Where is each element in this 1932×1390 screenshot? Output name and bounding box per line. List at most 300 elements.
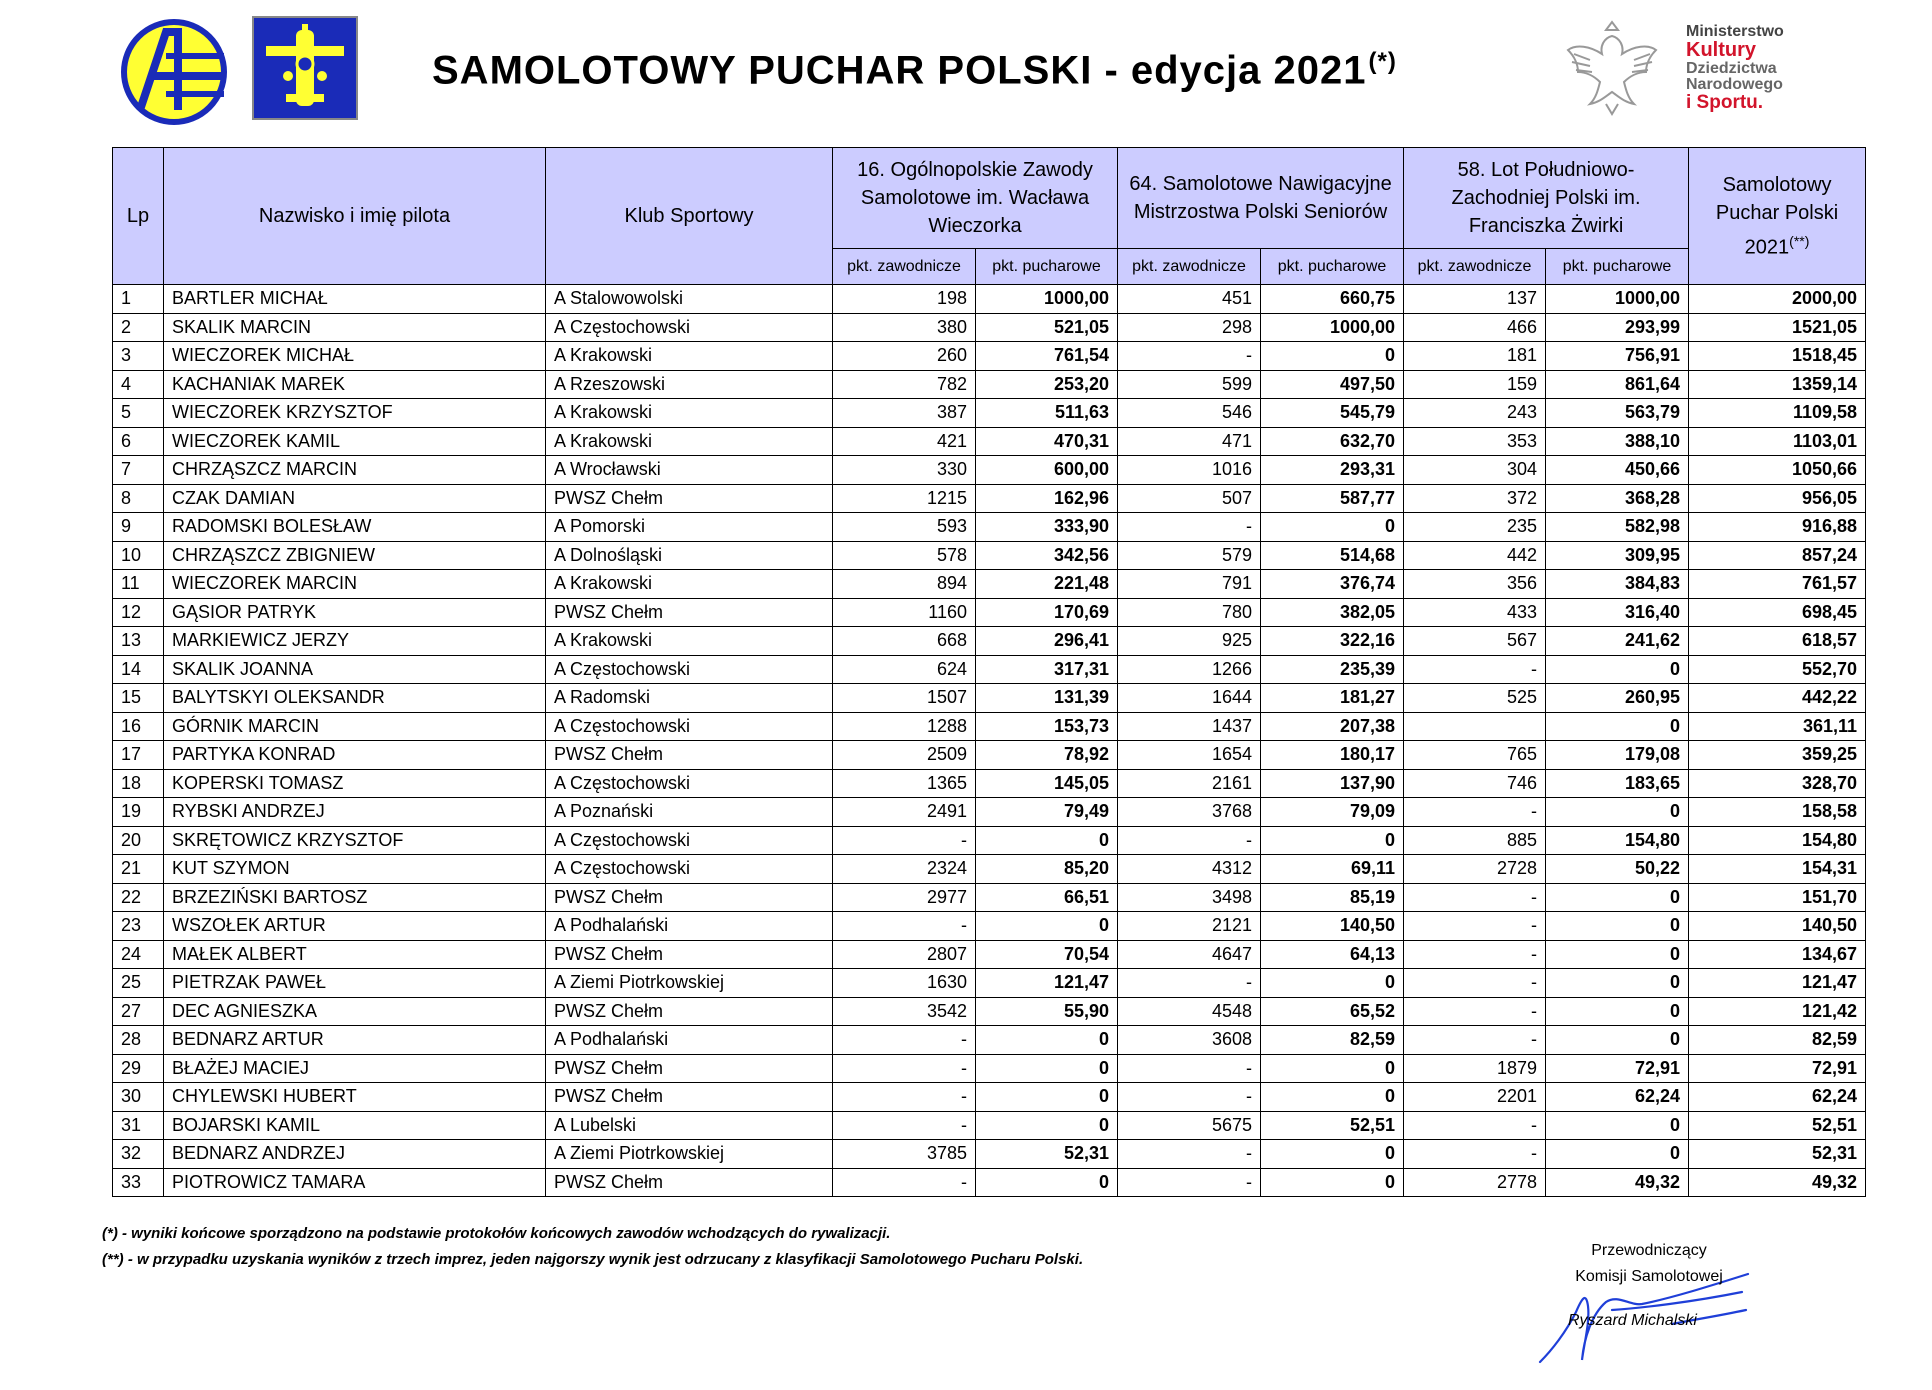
cell-lp: 10 bbox=[113, 541, 164, 570]
cell-e2-competition-points: 3768 bbox=[1118, 798, 1261, 827]
cell-e2-competition-points: 5675 bbox=[1118, 1111, 1261, 1140]
cell-e1-cup-points: 70,54 bbox=[976, 940, 1118, 969]
cell-e2-competition-points: - bbox=[1118, 342, 1261, 371]
cell-lp: 11 bbox=[113, 570, 164, 599]
cell-pilot-name: WIECZOREK MARCIN bbox=[164, 570, 546, 599]
cell-e3-competition-points: 356 bbox=[1404, 570, 1546, 599]
cell-e3-competition-points: 433 bbox=[1404, 598, 1546, 627]
cell-e3-cup-points: 316,40 bbox=[1546, 598, 1689, 627]
cell-e3-cup-points: 0 bbox=[1546, 655, 1689, 684]
cell-e1-cup-points: 78,92 bbox=[976, 741, 1118, 770]
cell-pilot-name: WIECZOREK KRZYSZTOF bbox=[164, 399, 546, 428]
cell-e2-cup-points: 0 bbox=[1261, 1054, 1404, 1083]
cell-club: A Podhalański bbox=[546, 912, 833, 941]
cell-pilot-name: SKALIK MARCIN bbox=[164, 313, 546, 342]
cell-pilot-name: BŁAŻEJ MACIEJ bbox=[164, 1054, 546, 1083]
cell-e2-cup-points: 0 bbox=[1261, 342, 1404, 371]
cell-pilot-name: WSZOŁEK ARTUR bbox=[164, 912, 546, 941]
cell-e3-competition-points: 181 bbox=[1404, 342, 1546, 371]
cell-cup-total: 154,80 bbox=[1689, 826, 1866, 855]
cell-e1-cup-points: 470,31 bbox=[976, 427, 1118, 456]
cell-e2-competition-points: - bbox=[1118, 1140, 1261, 1169]
table-row bbox=[113, 570, 1866, 599]
table-row bbox=[113, 1140, 1866, 1169]
cell-lp: 31 bbox=[113, 1111, 164, 1140]
cell-e2-competition-points: 451 bbox=[1118, 285, 1261, 314]
cell-e1-cup-points: 1000,00 bbox=[976, 285, 1118, 314]
header-e3-cup: pkt. pucharowe bbox=[1546, 249, 1689, 285]
cell-e3-competition-points: 765 bbox=[1404, 741, 1546, 770]
cell-e2-competition-points: - bbox=[1118, 513, 1261, 542]
cell-cup-total: 151,70 bbox=[1689, 883, 1866, 912]
cell-e1-competition-points: - bbox=[833, 826, 976, 855]
cell-cup-total: 52,51 bbox=[1689, 1111, 1866, 1140]
cell-e2-competition-points: 546 bbox=[1118, 399, 1261, 428]
header-e3-competition: pkt. zawodnicze bbox=[1404, 249, 1546, 285]
cell-cup-total: 49,32 bbox=[1689, 1168, 1866, 1197]
cell-e3-cup-points: 0 bbox=[1546, 912, 1689, 941]
cell-e1-cup-points: 342,56 bbox=[976, 541, 1118, 570]
cell-e1-competition-points: 624 bbox=[833, 655, 976, 684]
cell-e3-cup-points: 0 bbox=[1546, 997, 1689, 1026]
cell-e2-competition-points: 791 bbox=[1118, 570, 1261, 599]
cell-e3-competition-points: - bbox=[1404, 997, 1546, 1026]
cell-e3-competition-points: 137 bbox=[1404, 285, 1546, 314]
cell-pilot-name: BARTLER MICHAŁ bbox=[164, 285, 546, 314]
header-event-1: 16. Ogólnopolskie Zawody Samolotowe im. Wacława Wieczorka bbox=[833, 148, 1118, 249]
header-e2-competition: pkt. zawodnicze bbox=[1118, 249, 1261, 285]
cell-e1-competition-points: 2509 bbox=[833, 741, 976, 770]
cell-e3-cup-points: 0 bbox=[1546, 883, 1689, 912]
cell-e2-cup-points: 382,05 bbox=[1261, 598, 1404, 627]
table-row bbox=[113, 997, 1866, 1026]
cell-cup-total: 140,50 bbox=[1689, 912, 1866, 941]
table-row bbox=[113, 1054, 1866, 1083]
cell-e1-cup-points: 55,90 bbox=[976, 997, 1118, 1026]
polish-eagle-emblem bbox=[1560, 16, 1664, 120]
cell-e3-competition-points: 2778 bbox=[1404, 1168, 1546, 1197]
cell-pilot-name: KUT SZYMON bbox=[164, 855, 546, 884]
cell-pilot-name: MAŁEK ALBERT bbox=[164, 940, 546, 969]
cell-e2-competition-points: 1016 bbox=[1118, 456, 1261, 485]
table-row bbox=[113, 399, 1866, 428]
cell-e3-competition-points: 372 bbox=[1404, 484, 1546, 513]
table-row bbox=[113, 826, 1866, 855]
cell-e2-competition-points: 3498 bbox=[1118, 883, 1261, 912]
cell-e3-competition-points: - bbox=[1404, 655, 1546, 684]
cell-e2-competition-points: 1266 bbox=[1118, 655, 1261, 684]
cell-club: A Rzeszowski bbox=[546, 370, 833, 399]
cell-club: PWSZ Chełm bbox=[546, 1168, 833, 1197]
cell-e3-cup-points: 756,91 bbox=[1546, 342, 1689, 371]
cell-e1-cup-points: 66,51 bbox=[976, 883, 1118, 912]
cell-cup-total: 121,47 bbox=[1689, 969, 1866, 998]
cell-e2-cup-points: 587,77 bbox=[1261, 484, 1404, 513]
cell-pilot-name: CHRZĄSZCZ MARCIN bbox=[164, 456, 546, 485]
cell-e2-cup-points: 545,79 bbox=[1261, 399, 1404, 428]
cell-lp: 18 bbox=[113, 769, 164, 798]
cell-pilot-name: SKALIK JOANNA bbox=[164, 655, 546, 684]
cell-e3-competition-points: - bbox=[1404, 912, 1546, 941]
table-row bbox=[113, 798, 1866, 827]
cell-lp: 22 bbox=[113, 883, 164, 912]
cell-club: A Krakowski bbox=[546, 342, 833, 371]
cell-club: PWSZ Chełm bbox=[546, 598, 833, 627]
cell-lp: 30 bbox=[113, 1083, 164, 1112]
cell-pilot-name: KOPERSKI TOMASZ bbox=[164, 769, 546, 798]
cell-pilot-name: PIOTROWICZ TAMARA bbox=[164, 1168, 546, 1197]
cell-e2-competition-points: 3608 bbox=[1118, 1026, 1261, 1055]
cell-e2-competition-points: 1654 bbox=[1118, 741, 1261, 770]
cell-e2-cup-points: 660,75 bbox=[1261, 285, 1404, 314]
airplane-commission-logo bbox=[252, 16, 358, 120]
cell-e1-competition-points: - bbox=[833, 1168, 976, 1197]
cell-e1-cup-points: 85,20 bbox=[976, 855, 1118, 884]
cell-cup-total: 2000,00 bbox=[1689, 285, 1866, 314]
table-row bbox=[113, 370, 1866, 399]
aeroklub-logo bbox=[120, 18, 228, 126]
cell-cup-total: 857,24 bbox=[1689, 541, 1866, 570]
page-title bbox=[432, 48, 1397, 93]
cell-e3-cup-points: 0 bbox=[1546, 940, 1689, 969]
cell-lp: 29 bbox=[113, 1054, 164, 1083]
cell-e3-cup-points: 0 bbox=[1546, 1140, 1689, 1169]
cell-cup-total: 442,22 bbox=[1689, 684, 1866, 713]
cell-club: A Dolnośląski bbox=[546, 541, 833, 570]
cell-club: A Poznański bbox=[546, 798, 833, 827]
table-row bbox=[113, 456, 1866, 485]
cell-lp: 27 bbox=[113, 997, 164, 1026]
table-row bbox=[113, 1111, 1866, 1140]
cell-e3-cup-points: 0 bbox=[1546, 712, 1689, 741]
cell-e1-competition-points: 380 bbox=[833, 313, 976, 342]
cell-cup-total: 916,88 bbox=[1689, 513, 1866, 542]
ministry-line-1: Ministerstwo bbox=[1686, 23, 1784, 40]
cell-pilot-name: MARKIEWICZ JERZY bbox=[164, 627, 546, 656]
cell-e2-cup-points: 0 bbox=[1261, 513, 1404, 542]
cell-e1-competition-points: 198 bbox=[833, 285, 976, 314]
cell-e3-cup-points: 183,65 bbox=[1546, 769, 1689, 798]
ministry-logo bbox=[1686, 24, 1784, 113]
table-row bbox=[113, 655, 1866, 684]
cell-club: A Częstochowski bbox=[546, 855, 833, 884]
cell-e1-cup-points: 0 bbox=[976, 1026, 1118, 1055]
cell-e2-cup-points: 65,52 bbox=[1261, 997, 1404, 1026]
table-row bbox=[113, 427, 1866, 456]
cell-e1-competition-points: 1365 bbox=[833, 769, 976, 798]
cell-e1-competition-points: - bbox=[833, 1026, 976, 1055]
table-row bbox=[113, 741, 1866, 770]
cell-e1-cup-points: 170,69 bbox=[976, 598, 1118, 627]
cell-pilot-name: CZAK DAMIAN bbox=[164, 484, 546, 513]
cell-e2-cup-points: 85,19 bbox=[1261, 883, 1404, 912]
cell-e2-cup-points: 235,39 bbox=[1261, 655, 1404, 684]
table-row bbox=[113, 598, 1866, 627]
cell-lp: 14 bbox=[113, 655, 164, 684]
cell-e2-competition-points: 925 bbox=[1118, 627, 1261, 656]
cell-pilot-name: BRZEZIŃSKI BARTOSZ bbox=[164, 883, 546, 912]
cell-lp: 9 bbox=[113, 513, 164, 542]
cell-club: A Krakowski bbox=[546, 627, 833, 656]
cell-cup-total: 328,70 bbox=[1689, 769, 1866, 798]
cell-lp: 28 bbox=[113, 1026, 164, 1055]
cell-e1-competition-points: 387 bbox=[833, 399, 976, 428]
cell-e1-cup-points: 145,05 bbox=[976, 769, 1118, 798]
cell-pilot-name: CHRZĄSZCZ ZBIGNIEW bbox=[164, 541, 546, 570]
cell-e2-competition-points: - bbox=[1118, 1168, 1261, 1197]
signature-block bbox=[1558, 1238, 1740, 1290]
cell-e3-cup-points: 309,95 bbox=[1546, 541, 1689, 570]
cell-lp: 7 bbox=[113, 456, 164, 485]
cell-e3-competition-points: 243 bbox=[1404, 399, 1546, 428]
footnote-1: (*) - wyniki końcowe sporządzono na podstawie protokołów końcowych zawodów wchodzących do rywalizacji. bbox=[102, 1225, 891, 1242]
cell-e2-cup-points: 140,50 bbox=[1261, 912, 1404, 941]
cell-lp: 6 bbox=[113, 427, 164, 456]
cell-e1-competition-points: - bbox=[833, 1083, 976, 1112]
table-row bbox=[113, 627, 1866, 656]
cell-e2-competition-points: - bbox=[1118, 1083, 1261, 1112]
cell-e2-cup-points: 52,51 bbox=[1261, 1111, 1404, 1140]
cell-e1-cup-points: 52,31 bbox=[976, 1140, 1118, 1169]
cell-e1-cup-points: 0 bbox=[976, 1168, 1118, 1197]
cell-lp: 33 bbox=[113, 1168, 164, 1197]
cell-club: A Ziemi Piotrkowskiej bbox=[546, 969, 833, 998]
cell-e2-cup-points: 180,17 bbox=[1261, 741, 1404, 770]
cell-pilot-name: WIECZOREK MICHAŁ bbox=[164, 342, 546, 371]
cell-club: A Wrocławski bbox=[546, 456, 833, 485]
cell-e1-cup-points: 511,63 bbox=[976, 399, 1118, 428]
cell-e3-cup-points: 450,66 bbox=[1546, 456, 1689, 485]
cell-e1-competition-points: 260 bbox=[833, 342, 976, 371]
cell-pilot-name: DEC AGNIESZKA bbox=[164, 997, 546, 1026]
cell-e2-competition-points: 579 bbox=[1118, 541, 1261, 570]
cell-e3-cup-points: 388,10 bbox=[1546, 427, 1689, 456]
cell-e3-competition-points: 159 bbox=[1404, 370, 1546, 399]
footnotes bbox=[102, 1221, 1083, 1273]
cell-club: PWSZ Chełm bbox=[546, 484, 833, 513]
header-pilot-name: Nazwisko i imię pilota bbox=[164, 148, 546, 285]
cell-e2-competition-points: 471 bbox=[1118, 427, 1261, 456]
cell-e2-cup-points: 0 bbox=[1261, 969, 1404, 998]
cell-e3-cup-points: 0 bbox=[1546, 798, 1689, 827]
cell-pilot-name: RYBSKI ANDRZEJ bbox=[164, 798, 546, 827]
cell-e3-competition-points: 746 bbox=[1404, 769, 1546, 798]
cell-e1-cup-points: 521,05 bbox=[976, 313, 1118, 342]
cell-cup-total: 1359,14 bbox=[1689, 370, 1866, 399]
cell-e2-cup-points: 497,50 bbox=[1261, 370, 1404, 399]
table-row bbox=[113, 1026, 1866, 1055]
cell-e1-competition-points: 1215 bbox=[833, 484, 976, 513]
header-e1-cup: pkt. pucharowe bbox=[976, 249, 1118, 285]
cell-e1-cup-points: 0 bbox=[976, 1111, 1118, 1140]
table-row bbox=[113, 313, 1866, 342]
cell-club: A Częstochowski bbox=[546, 712, 833, 741]
header-lp: Lp bbox=[113, 148, 164, 285]
cell-e1-cup-points: 0 bbox=[976, 1054, 1118, 1083]
cell-cup-total: 1518,45 bbox=[1689, 342, 1866, 371]
cell-lp: 17 bbox=[113, 741, 164, 770]
cell-lp: 32 bbox=[113, 1140, 164, 1169]
cell-e2-competition-points: - bbox=[1118, 1054, 1261, 1083]
cell-pilot-name: BEDNARZ ANDRZEJ bbox=[164, 1140, 546, 1169]
cell-cup-total: 552,70 bbox=[1689, 655, 1866, 684]
cell-e3-cup-points: 179,08 bbox=[1546, 741, 1689, 770]
cell-e3-cup-points: 0 bbox=[1546, 1026, 1689, 1055]
cell-e2-cup-points: 1000,00 bbox=[1261, 313, 1404, 342]
table-body bbox=[113, 285, 1866, 1197]
cell-e1-competition-points: - bbox=[833, 1054, 976, 1083]
cell-e1-competition-points: 1630 bbox=[833, 969, 976, 998]
cell-club: A Krakowski bbox=[546, 399, 833, 428]
cell-e3-competition-points: 1879 bbox=[1404, 1054, 1546, 1083]
cell-e3-cup-points: 49,32 bbox=[1546, 1168, 1689, 1197]
ministry-line-2: Kultury bbox=[1686, 39, 1756, 61]
cell-club: A Krakowski bbox=[546, 570, 833, 599]
cell-e3-competition-points: - bbox=[1404, 940, 1546, 969]
header-event-2: 64. Samolotowe Nawigacyjne Mistrzostwa Polski Seniorów bbox=[1118, 148, 1404, 249]
cell-e2-competition-points: 780 bbox=[1118, 598, 1261, 627]
cell-e2-competition-points: - bbox=[1118, 826, 1261, 855]
cell-lp: 15 bbox=[113, 684, 164, 713]
cell-club: A Lubelski bbox=[546, 1111, 833, 1140]
table-row bbox=[113, 684, 1866, 713]
cell-lp: 12 bbox=[113, 598, 164, 627]
cell-cup-total: 1103,01 bbox=[1689, 427, 1866, 456]
cell-pilot-name: BOJARSKI KAMIL bbox=[164, 1111, 546, 1140]
cell-club: PWSZ Chełm bbox=[546, 1054, 833, 1083]
cell-e1-cup-points: 79,49 bbox=[976, 798, 1118, 827]
cell-e3-competition-points: 304 bbox=[1404, 456, 1546, 485]
cell-e1-cup-points: 0 bbox=[976, 912, 1118, 941]
title-footnote-mark: (*) bbox=[1368, 48, 1397, 75]
header-cup-total-text: Samolotowy Puchar Polski 2021 bbox=[1715, 173, 1839, 259]
cell-e2-competition-points: 298 bbox=[1118, 313, 1261, 342]
cell-lp: 8 bbox=[113, 484, 164, 513]
cell-e3-cup-points: 72,91 bbox=[1546, 1054, 1689, 1083]
cell-pilot-name: RADOMSKI BOLESŁAW bbox=[164, 513, 546, 542]
cell-cup-total: 52,31 bbox=[1689, 1140, 1866, 1169]
cell-pilot-name: BEDNARZ ARTUR bbox=[164, 1026, 546, 1055]
signature-name: Ryszard Michalski bbox=[1568, 1312, 1697, 1329]
cell-e3-competition-points: - bbox=[1404, 969, 1546, 998]
page-header bbox=[0, 0, 1932, 140]
cell-e2-competition-points: 2121 bbox=[1118, 912, 1261, 941]
cell-cup-total: 1521,05 bbox=[1689, 313, 1866, 342]
cell-cup-total: 121,42 bbox=[1689, 997, 1866, 1026]
cell-pilot-name: CHYLEWSKI HUBERT bbox=[164, 1083, 546, 1112]
cell-e3-competition-points: 2201 bbox=[1404, 1083, 1546, 1112]
cell-cup-total: 956,05 bbox=[1689, 484, 1866, 513]
cell-e2-cup-points: 0 bbox=[1261, 1140, 1404, 1169]
cell-cup-total: 359,25 bbox=[1689, 741, 1866, 770]
cell-e1-competition-points: 2977 bbox=[833, 883, 976, 912]
cell-e2-cup-points: 82,59 bbox=[1261, 1026, 1404, 1055]
table-row bbox=[113, 285, 1866, 314]
cell-lp: 5 bbox=[113, 399, 164, 428]
table-row bbox=[113, 912, 1866, 941]
table-row bbox=[113, 1168, 1866, 1197]
cell-e3-competition-points: - bbox=[1404, 1140, 1546, 1169]
cell-e3-competition-points: 2728 bbox=[1404, 855, 1546, 884]
cell-e1-cup-points: 296,41 bbox=[976, 627, 1118, 656]
cell-e1-cup-points: 121,47 bbox=[976, 969, 1118, 998]
cell-e2-cup-points: 0 bbox=[1261, 1083, 1404, 1112]
cell-club: A Ziemi Piotrkowskiej bbox=[546, 1140, 833, 1169]
ministry-line-3: Dziedzictwa bbox=[1686, 60, 1777, 77]
cell-e1-competition-points: 782 bbox=[833, 370, 976, 399]
cell-lp: 16 bbox=[113, 712, 164, 741]
cell-lp: 2 bbox=[113, 313, 164, 342]
cell-pilot-name: PARTYKA KONRAD bbox=[164, 741, 546, 770]
cell-e3-competition-points: 235 bbox=[1404, 513, 1546, 542]
cell-e1-competition-points: 2324 bbox=[833, 855, 976, 884]
cell-cup-total: 1109,58 bbox=[1689, 399, 1866, 428]
cell-e3-cup-points: 0 bbox=[1546, 969, 1689, 998]
cell-e1-competition-points: - bbox=[833, 1111, 976, 1140]
cell-lp: 19 bbox=[113, 798, 164, 827]
cell-pilot-name: PIETRZAK PAWEŁ bbox=[164, 969, 546, 998]
cell-e2-cup-points: 69,11 bbox=[1261, 855, 1404, 884]
cell-pilot-name: WIECZOREK KAMIL bbox=[164, 427, 546, 456]
cell-club: A Stalowowolski bbox=[546, 285, 833, 314]
cell-e3-competition-points: 567 bbox=[1404, 627, 1546, 656]
cell-e1-competition-points: 2491 bbox=[833, 798, 976, 827]
cell-e1-cup-points: 0 bbox=[976, 1083, 1118, 1112]
cell-e3-cup-points: 293,99 bbox=[1546, 313, 1689, 342]
cell-cup-total: 158,58 bbox=[1689, 798, 1866, 827]
cell-e2-competition-points: 599 bbox=[1118, 370, 1261, 399]
cell-e2-competition-points: 4312 bbox=[1118, 855, 1261, 884]
cell-e1-cup-points: 600,00 bbox=[976, 456, 1118, 485]
cell-e1-competition-points: 1160 bbox=[833, 598, 976, 627]
cell-e3-competition-points: 353 bbox=[1404, 427, 1546, 456]
cell-e1-cup-points: 162,96 bbox=[976, 484, 1118, 513]
cell-e2-cup-points: 181,27 bbox=[1261, 684, 1404, 713]
cell-lp: 13 bbox=[113, 627, 164, 656]
cell-club: PWSZ Chełm bbox=[546, 997, 833, 1026]
cell-e1-cup-points: 221,48 bbox=[976, 570, 1118, 599]
cell-e3-cup-points: 1000,00 bbox=[1546, 285, 1689, 314]
header-e1-competition: pkt. zawodnicze bbox=[833, 249, 976, 285]
table-row bbox=[113, 769, 1866, 798]
cell-club: PWSZ Chełm bbox=[546, 741, 833, 770]
cell-e1-cup-points: 333,90 bbox=[976, 513, 1118, 542]
table-header bbox=[113, 148, 1866, 285]
cell-e1-competition-points: 3542 bbox=[833, 997, 976, 1026]
cell-e2-cup-points: 322,16 bbox=[1261, 627, 1404, 656]
ministry-line-5: i Sportu. bbox=[1686, 92, 1764, 113]
cell-e2-competition-points: 4647 bbox=[1118, 940, 1261, 969]
cell-e2-cup-points: 79,09 bbox=[1261, 798, 1404, 827]
cell-e1-competition-points: 2807 bbox=[833, 940, 976, 969]
cell-e1-cup-points: 317,31 bbox=[976, 655, 1118, 684]
cell-pilot-name: KACHANIAK MAREK bbox=[164, 370, 546, 399]
cell-e1-cup-points: 253,20 bbox=[976, 370, 1118, 399]
table-row bbox=[113, 484, 1866, 513]
cell-cup-total: 134,67 bbox=[1689, 940, 1866, 969]
cell-e1-competition-points: 1288 bbox=[833, 712, 976, 741]
cell-e3-cup-points: 0 bbox=[1546, 1111, 1689, 1140]
table-row bbox=[113, 513, 1866, 542]
cell-club: PWSZ Chełm bbox=[546, 883, 833, 912]
cell-e3-competition-points: - bbox=[1404, 1111, 1546, 1140]
header-club: Klub Sportowy bbox=[546, 148, 833, 285]
signature-title-2: Komisji Samolotowej bbox=[1575, 1268, 1723, 1285]
cell-e2-competition-points: - bbox=[1118, 969, 1261, 998]
cell-e1-cup-points: 153,73 bbox=[976, 712, 1118, 741]
cell-cup-total: 361,11 bbox=[1689, 712, 1866, 741]
cell-cup-total: 154,31 bbox=[1689, 855, 1866, 884]
